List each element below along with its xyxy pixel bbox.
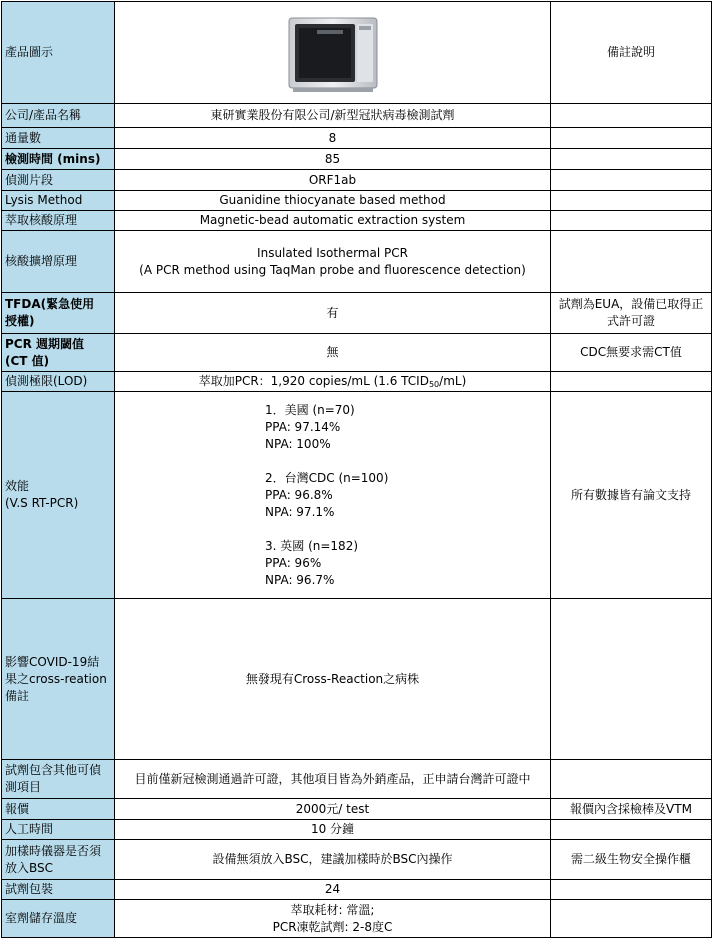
row-note: CDC無要求需CT值: [551, 334, 712, 372]
spec-table: [1, 1, 712, 938]
table-row: [2, 149, 712, 170]
row-note: [551, 128, 712, 149]
table-row: [2, 231, 712, 293]
row-label: 公司/產品名稱: [2, 104, 115, 128]
row-note: 所有數據皆有論文支持: [551, 392, 712, 599]
row-note: [551, 760, 712, 799]
row-value: 8: [115, 128, 551, 149]
table-row: [2, 900, 712, 938]
row-note: [551, 820, 712, 840]
row-value: 目前僅新冠檢測通過許可證，其他項目皆為外銷產品，正申請台灣許可證中: [115, 760, 551, 799]
value-line: Insulated Isothermal PCR: [257, 245, 408, 260]
row-note: [551, 211, 712, 231]
table-row: [2, 334, 712, 372]
row-label: 室劑儲存溫度: [2, 900, 115, 938]
table-row: [2, 170, 712, 191]
value-line: PCR凍乾試劑: 2-8度C: [272, 919, 393, 934]
row-value: 無: [115, 334, 551, 372]
row-label: 萃取核酸原理: [2, 211, 115, 231]
table-row: [2, 2, 712, 104]
row-note: [551, 900, 712, 938]
table-row: [2, 128, 712, 149]
efficacy-npa: NPA: 100%: [265, 436, 331, 451]
efficacy-group-title: 3. 英國 (n=182): [265, 538, 359, 553]
row-value: 無發現有Cross-Reaction之病株: [115, 599, 551, 760]
row-note: [551, 880, 712, 900]
row-note: 需二級生物安全操作櫃: [551, 840, 712, 880]
efficacy-ppa: PPA: 96.8%: [265, 487, 333, 502]
value-line: 萃取耗材: 常溫;: [290, 902, 375, 917]
table-row: [2, 372, 712, 392]
row-note: 報價內含採檢棒及VTM: [551, 799, 712, 820]
table-row: [2, 293, 712, 334]
efficacy-npa: NPA: 97.1%: [265, 504, 335, 519]
row-label: 偵測極限(LOD): [2, 372, 115, 392]
row-value: Guanidine thiocyanate based method: [115, 191, 551, 211]
row-label: PCR 週期閾值 (CT 值): [2, 334, 115, 372]
row-label: 偵測片段: [2, 170, 115, 191]
table-row: [2, 880, 712, 900]
efficacy-group-title: 2．台灣CDC (n=100): [265, 470, 389, 485]
row-note: [551, 149, 712, 170]
table-row: [2, 211, 712, 231]
row-value: 24: [115, 880, 551, 900]
row-value: 有: [115, 293, 551, 334]
table-row: [2, 840, 712, 880]
pcr-instrument-image: [287, 12, 379, 94]
row-value: 85: [115, 149, 551, 170]
row-value: 萃取加PCR：1,920 copies/mL (1.6 TCID50/mL): [115, 372, 551, 392]
row-note: 試劑為EUA，設備已取得正式許可證: [551, 293, 712, 334]
row-value: 10 分鐘: [115, 820, 551, 840]
row-value: [115, 900, 551, 938]
efficacy-ppa: PPA: 96%: [265, 555, 322, 570]
value-line: (A PCR method using TaqMan probe and fluorescence detection): [139, 262, 526, 277]
row-label: 產品圖示: [2, 2, 115, 104]
row-note: [551, 191, 712, 211]
row-label: 核酸擴增原理: [2, 231, 115, 293]
row-label: Lysis Method: [2, 191, 115, 211]
row-label: 人工時間: [2, 820, 115, 840]
table-row: [2, 799, 712, 820]
row-value: [115, 231, 551, 293]
row-label: 試劑包含其他可偵測項目: [2, 760, 115, 799]
row-value: 東研實業股份有限公司/新型冠狀病毒檢測試劑: [115, 104, 551, 128]
row-value: 2000元/ test: [115, 799, 551, 820]
table-row: [2, 599, 712, 760]
efficacy-group-title: 1．美國 (n=70): [265, 402, 355, 417]
table-row: [2, 820, 712, 840]
row-value: 設備無須放入BSC，建議加樣時於BSC內操作: [115, 840, 551, 880]
row-label: 檢測時間 (mins): [2, 149, 115, 170]
row-label: 報價: [2, 799, 115, 820]
row-note: [551, 372, 712, 392]
efficacy-results: [115, 392, 551, 599]
row-value: Magnetic-bead automatic extraction system: [115, 211, 551, 231]
row-note: [551, 599, 712, 760]
row-note: 備註說明: [551, 2, 712, 104]
table-row: [2, 191, 712, 211]
table-row: [2, 392, 712, 599]
row-label: 加樣時儀器是否須放入BSC: [2, 840, 115, 880]
row-value: ORF1ab: [115, 170, 551, 191]
row-label: 通量數: [2, 128, 115, 149]
row-label: 影響COVID-19結果之cross-reation備註: [2, 599, 115, 760]
efficacy-ppa: PPA: 97.14%: [265, 419, 341, 434]
efficacy-npa: NPA: 96.7%: [265, 572, 335, 587]
row-note: [551, 170, 712, 191]
row-label: TFDA(緊急使用 授權): [2, 293, 115, 334]
table-row: [2, 760, 712, 799]
table-row: [2, 104, 712, 128]
row-note: [551, 104, 712, 128]
row-note: [551, 231, 712, 293]
row-label: 效能 (V.S RT-PCR): [2, 392, 115, 599]
product-image-cell: [115, 2, 551, 104]
row-label: 試劑包裝: [2, 880, 115, 900]
